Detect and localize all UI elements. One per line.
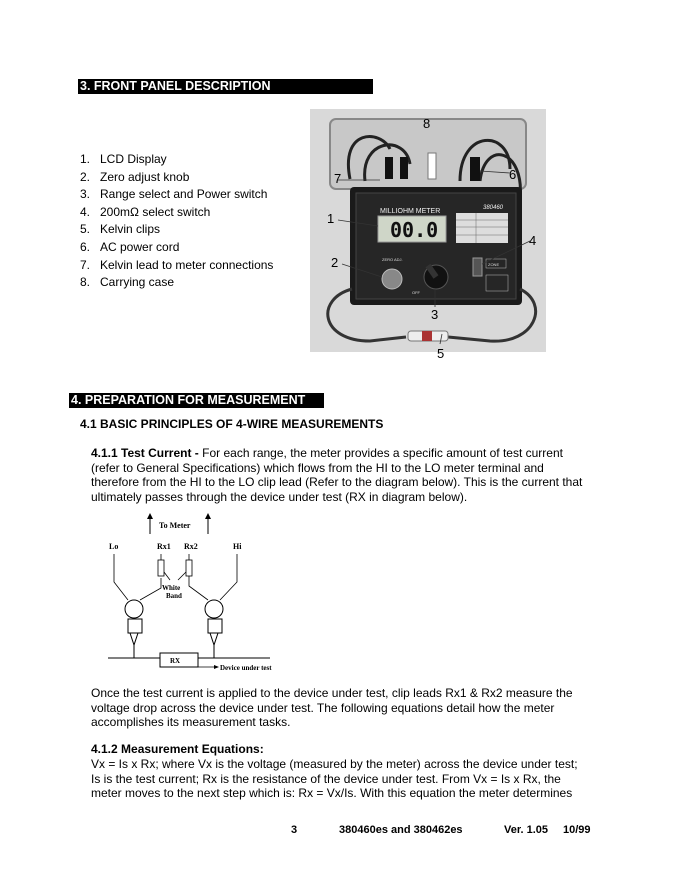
callout-6: 6	[509, 167, 517, 182]
rx2-label: Rx2	[184, 542, 198, 551]
footer-models: 380460es and 380462es	[339, 824, 463, 836]
list-item: 4. 200mΩ select switch	[80, 204, 211, 219]
section-4-title: 4. PREPARATION FOR MEASUREMENT	[71, 393, 306, 407]
callout-3: 3	[431, 307, 439, 322]
paragraph-4-1-2: Vx = Is x Rx; where Vx is the voltage (measured by the meter) across the device under test; Is is the test current; Rx is the resistance of the device under test. From Vx = Is x Rx, the meter moves to the next step which is: Rx = Vx/Is. With this equation the meter determines	[91, 757, 578, 801]
meter-title-text: MILLIOHM METER	[380, 208, 441, 215]
subsection-4-1-title: 4.1 BASIC PRINCIPLES OF 4-WIRE MEASUREMENTS	[80, 417, 384, 431]
page-number: 3	[291, 824, 298, 836]
lcd-readout: 00.0	[390, 218, 439, 242]
rx1-label: Rx1	[157, 542, 171, 551]
section-4-heading	[69, 393, 324, 408]
list-item: 3. Range select and Power switch	[80, 187, 268, 202]
zero-adj-label: ZERO ADJ.	[382, 257, 403, 262]
paragraph-4-1-1: 4.1.1 Test Current - For each range, the meter provides a specific amount of test current (refer to General Specifications) which flows from the HI to the LO meter terminal and therefore from the HI to the LO clip lead (Refer to the diagram below). This is the current that ultimately passes through the device under test (RX in diagram below).	[91, 446, 583, 504]
section-3-title: 3. FRONT PANEL DESCRIPTION	[80, 79, 271, 93]
list-item: 1. LCD Display	[80, 152, 167, 166]
callout-8: 8	[423, 116, 431, 131]
device-under-test-label: Device under test	[220, 664, 272, 672]
callout-7: 7	[334, 171, 342, 186]
white-band-label-1: White	[162, 584, 181, 592]
to-meter-label: To Meter	[159, 521, 191, 530]
off-label: OFF	[412, 290, 420, 295]
callout-5: 5	[437, 346, 445, 361]
lo-label: Lo	[109, 542, 119, 551]
callout-2: 2	[331, 255, 339, 270]
zone-label: ZONE	[488, 262, 500, 267]
meter-illustration	[310, 109, 546, 361]
footer-version: Ver. 1.05	[504, 824, 549, 836]
footer-date: 10/99	[563, 824, 591, 836]
subsection-4-1-2-title: 4.1.2 Measurement Equations:	[91, 742, 264, 756]
white-band-label-2: Band	[166, 592, 182, 600]
paragraph-4-1-1-heading: 4.1.1 Test Current -	[91, 446, 203, 460]
list-item: 2. Zero adjust knob	[80, 169, 190, 184]
paragraph-after-diagram: Once the test current is applied to the device under test, clip leads Rx1 & Rx2 measure the voltage drop across the device under test. The following equations detail how the meter accomplishes its measurement tasks.	[91, 686, 573, 730]
front-panel-list	[80, 151, 300, 292]
callout-1: 1	[327, 211, 335, 226]
model-text: 380460	[483, 205, 504, 211]
list-item: 8. Carrying case	[80, 275, 175, 290]
four-wire-diagram	[100, 512, 300, 677]
front-panel-photo	[310, 109, 546, 361]
callout-4: 4	[529, 233, 537, 248]
list-item: 7. Kelvin lead to meter connections	[80, 257, 274, 272]
rx-box-label: RX	[170, 657, 181, 665]
section-3-heading	[78, 79, 373, 94]
list-item: 5. Kelvin clips	[80, 222, 161, 237]
list-item: 6. AC power cord	[80, 239, 180, 254]
hi-label: Hi	[233, 542, 242, 551]
